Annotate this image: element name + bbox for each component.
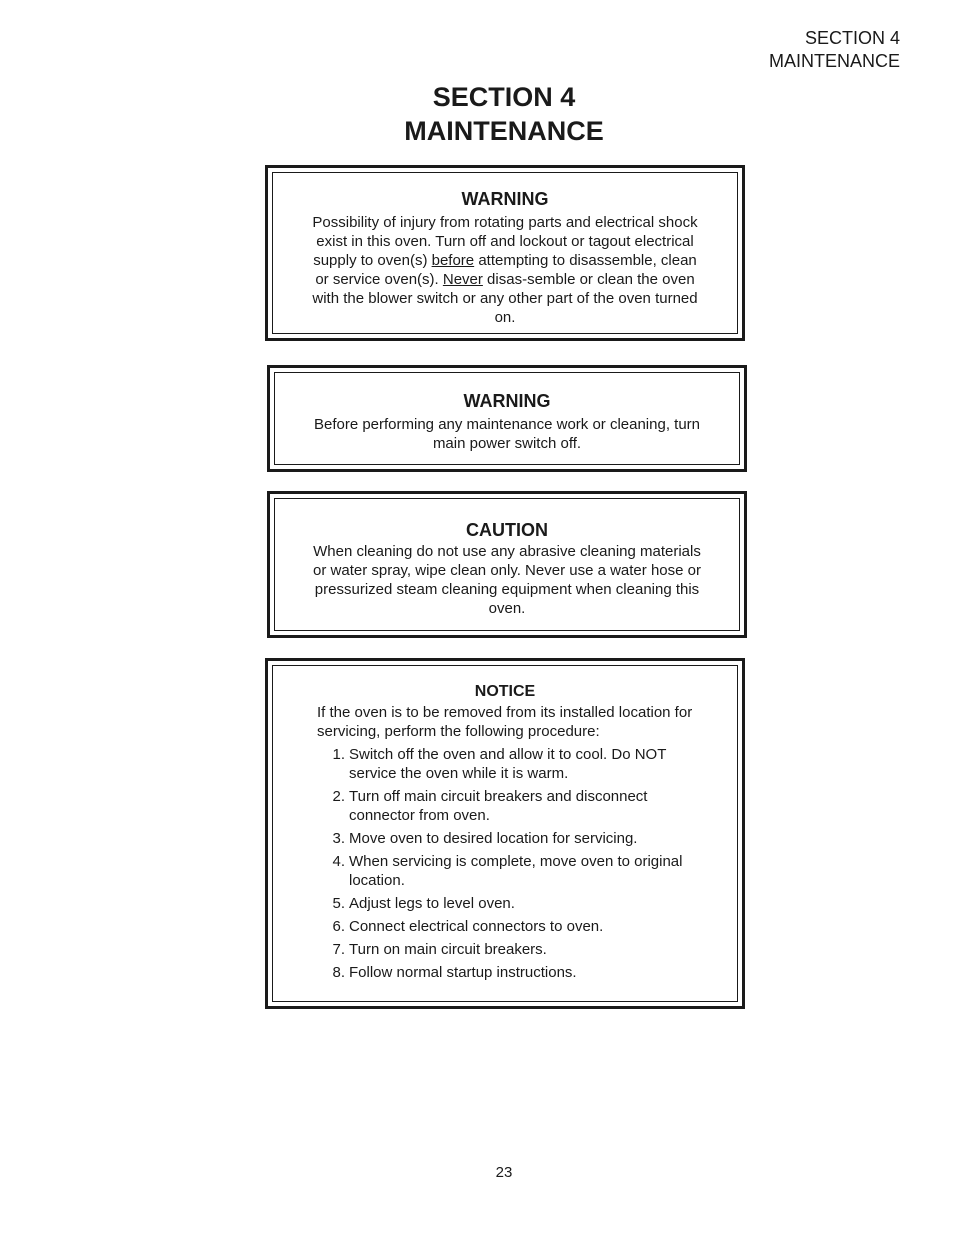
step-number: 4. — [332, 853, 345, 870]
warning-heading: WARNING — [463, 391, 551, 411]
notice-heading: NOTICE — [474, 683, 536, 700]
page-title — [0, 80, 954, 148]
notice-box — [265, 658, 745, 1009]
procedure-step — [332, 745, 699, 783]
warning-text — [310, 213, 700, 327]
step-number: 8. — [332, 964, 345, 981]
procedure-step — [332, 829, 699, 848]
notice-intro: If the oven is to be removed from its installed location for servicing, perform the following procedure: — [317, 704, 693, 740]
caution-box — [267, 491, 747, 638]
warning-text-part-b: attempting to disassemble, clean or service oven(s). — [315, 252, 697, 288]
warning-emphasis-never: Never — [442, 271, 483, 288]
step-number: 3. — [332, 830, 345, 847]
procedure-step — [332, 894, 699, 913]
step-text: Move oven to desired location for servicing. — [349, 830, 638, 847]
page-title-section: SECTION 4 — [432, 82, 576, 112]
step-text: Turn on main circuit breakers. — [349, 941, 547, 958]
procedure-list — [273, 745, 737, 982]
procedure-step — [332, 940, 699, 959]
step-text: Follow normal startup instructions. — [349, 964, 577, 981]
step-text: Switch off the oven and allow it to cool. Do NOT service the oven while it is warm. — [349, 746, 667, 782]
step-number: 1. — [332, 746, 345, 763]
procedure-step — [332, 787, 699, 825]
warning-box-injury-inner — [272, 172, 738, 334]
warning-heading: WARNING — [461, 189, 549, 209]
step-number: 7. — [332, 941, 345, 958]
step-number: 2. — [332, 788, 345, 805]
caution-text: When cleaning do not use any abrasive cleaning materials or water spray, wipe clean only. Never use a water hose or pressurized steam cleaning equipment when cleaning this oven. — [313, 543, 701, 617]
step-text: Connect electrical connectors to oven. — [349, 918, 604, 935]
procedure-step — [332, 852, 699, 890]
step-number: 6. — [332, 918, 345, 935]
warning-text-part-c: disas-semble or clean the oven with the blower switch or any other part of the oven turned on. — [312, 271, 698, 326]
warning-box-power-inner — [274, 372, 740, 465]
step-text: When servicing is complete, move oven to original location. — [349, 853, 683, 889]
caution-heading: CAUTION — [466, 520, 548, 540]
step-text: Adjust legs to level oven. — [349, 895, 515, 912]
page-number: 23 — [495, 1164, 513, 1181]
warning-text: Before performing any maintenance work or cleaning, turn main power switch off. — [313, 416, 701, 452]
running-header-title: MAINTENANCE — [768, 51, 900, 71]
procedure-step — [332, 917, 699, 936]
warning-box-injury — [265, 165, 745, 341]
notice-box-inner — [272, 665, 738, 1002]
page-title-name: MAINTENANCE — [404, 116, 604, 146]
running-header — [769, 27, 900, 73]
warning-emphasis-before: before — [431, 252, 475, 269]
step-text: Turn off main circuit breakers and disconnect connector from oven. — [349, 788, 648, 824]
warning-text-part-a: Possibility of injury from rotating parts and electrical shock exist in this oven. Turn off and lockout or tagout electrical supply to oven(s) — [312, 214, 698, 269]
procedure-step — [332, 963, 699, 982]
running-header-section: SECTION 4 — [804, 28, 900, 48]
warning-box-power — [267, 365, 747, 472]
caution-box-inner — [274, 498, 740, 631]
step-number: 5. — [332, 895, 345, 912]
